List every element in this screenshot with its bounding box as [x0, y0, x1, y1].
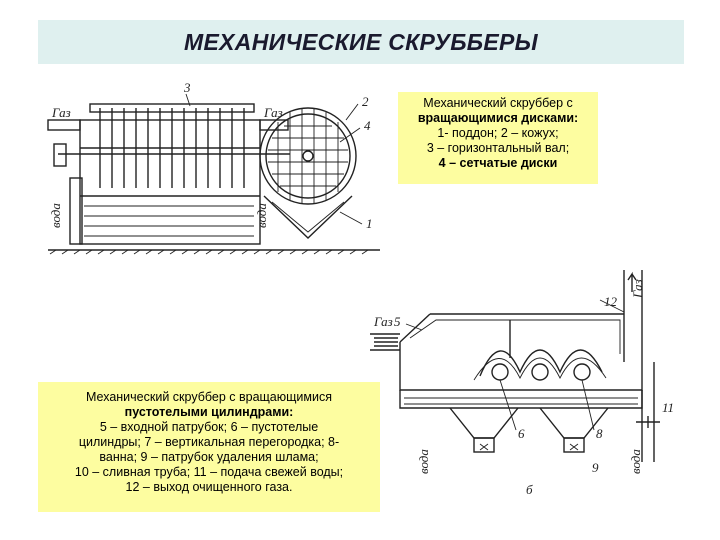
d2-num-8: 8 — [596, 426, 603, 441]
d2-num-9: 9 — [592, 460, 599, 475]
d1-water-label-2: вода — [254, 203, 269, 228]
d2-gas-in-label: Газ — [374, 314, 393, 329]
slide-title: МЕХАНИЧЕСКИЕ СКРУББЕРЫ — [184, 28, 538, 55]
caption1-line4: 3 – горизонтальный вал; — [426, 141, 570, 155]
d2-num-5: 5 — [394, 314, 401, 329]
d2-water-label-2: вода — [628, 449, 643, 474]
d2-gas-out-label: Газ — [630, 279, 645, 298]
d1-num-4: 4 — [364, 118, 371, 133]
cylinder-scrubber-diagram — [370, 262, 686, 500]
d1-num-2: 2 — [362, 94, 369, 109]
d2-num-11: 11 — [662, 400, 675, 415]
d1-water-label-1: вода — [48, 203, 63, 228]
cylinder-scrubber-caption — [38, 382, 380, 512]
d2-num-6: 6 — [518, 426, 525, 441]
caption2-line7: 12 – выход очищенного газа. — [125, 480, 293, 494]
d2-label-b: б — [526, 482, 533, 497]
caption1-line5: 4 – сетчатые диски — [438, 156, 558, 170]
d2-num-12: 12 — [604, 294, 617, 309]
d1-num-1: 1 — [366, 216, 373, 231]
caption1-line1: Механический скруббер с — [423, 96, 573, 110]
caption1-line2: вращающимися дисками: — [417, 111, 579, 125]
caption2-line4: цилиндры; 7 – вертикальная перегородка; 8- — [78, 435, 340, 449]
d2-water-label-1: вода — [416, 449, 431, 474]
d1-num-3: 3 — [184, 80, 191, 95]
disc-scrubber-caption — [398, 92, 598, 184]
caption2-line5: ванна; 9 – патрубок удаления шлама; — [99, 450, 319, 464]
disc-scrubber-diagram — [40, 78, 390, 270]
caption2-line1: Механический скруббер с вращающимися — [85, 390, 332, 404]
caption2-line2: пустотелыми цилиндрами: — [124, 405, 294, 419]
caption2-line6: 10 – сливная труба; 11 – подача свежей воды; — [74, 465, 344, 479]
d1-gas-in-label: Газ — [52, 105, 71, 120]
caption1-line3: 1- поддон; 2 – кожух; — [437, 126, 559, 140]
d1-gas-out-label: Газ — [264, 105, 283, 120]
caption2-line3: 5 – входной патрубок; 6 – пустотелые — [99, 420, 319, 434]
title-banner — [38, 20, 684, 64]
